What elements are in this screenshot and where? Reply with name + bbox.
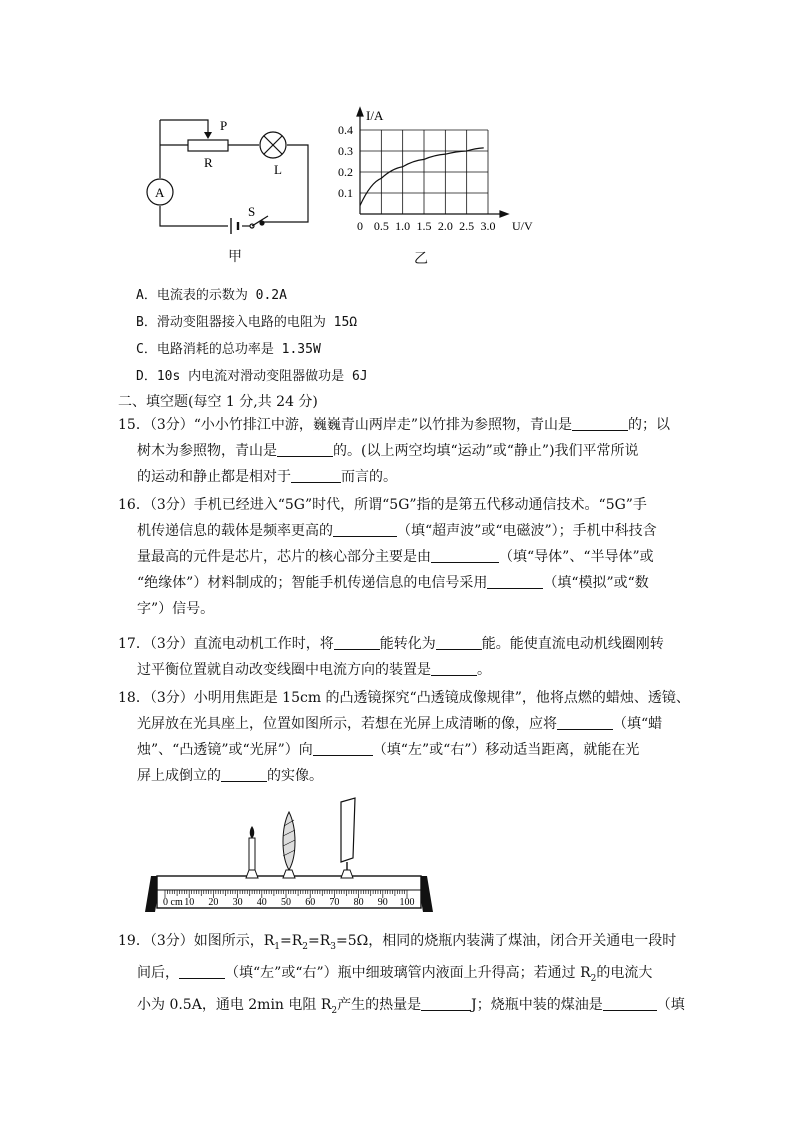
bench-scale-label: 70 — [329, 897, 340, 908]
label-s: S — [248, 204, 256, 219]
label-r: R — [204, 155, 213, 170]
label-p: P — [220, 118, 228, 133]
iu-curve — [360, 148, 484, 206]
option-a: A．电流表的示数为 0.2A — [136, 288, 287, 303]
convex-lens — [283, 812, 295, 878]
x-tick-label: 1.5 — [416, 219, 432, 233]
bench-scale-label: 40 — [256, 897, 267, 908]
bench-scale-label: 10 — [184, 897, 195, 908]
blank-17-3[interactable] — [431, 661, 477, 676]
section-fill-in: 二、填空题(每空 1 分,共 24 分) — [118, 394, 318, 410]
bench-scale-label: 90 — [377, 897, 388, 908]
label-a: A — [155, 185, 165, 200]
y-axis-label: I/A — [366, 108, 384, 123]
y-axis-arrow-icon — [357, 108, 363, 116]
question-19: 19．（3分）如图所示，$R_1=R_2=R_3=5\Omega$，相同的烧瓶内装满了煤油，闭合开关通电一段时 间后， （填“左”或“右”）瓶中细玻璃管内液面上升得高；若通过 $R_2$的电流大 小为 0.5A，通电 2min 电阻 $R_2$产生的热量是 J；烧瓶中装的煤油是 （填 — [118, 933, 685, 1016]
optical-bench — [143, 792, 435, 918]
bench-scale-label: 80 — [353, 897, 364, 908]
question-18: 18．（3分）小明用焦距是 15cm 的凸透镜探究“凸透镜成像规律”，他将点燃的蜡烛、透镜、 光屏放在光具座上，位置如图所示，若想在光屏上成清晰的像，应将 （填“蜡 烛”、“凸透镜”或“光屏”）向 （填“左”或“右”）移动适当距离，就能在光 屏上成倒立的 的实像。 — [118, 690, 690, 784]
blank-16-1[interactable] — [333, 522, 397, 537]
bench-scale-label: 0 cm — [163, 897, 183, 908]
option-d: D．10s 内电流对滑动变阻器做功是 6J — [136, 369, 368, 384]
blank-19-1[interactable] — [179, 964, 225, 979]
option-b: B．滑动变阻器接入电路的电阻为 15Ω — [136, 315, 358, 330]
blank-15-3[interactable] — [291, 468, 341, 483]
x-axis-label: U/V — [512, 219, 533, 233]
bench-scale-label: 20 — [208, 897, 219, 908]
blank-16-2[interactable] — [431, 548, 499, 563]
bench-scale-label: 50 — [281, 897, 291, 908]
bench-scale-label: 60 — [305, 897, 316, 908]
blank-16-3[interactable] — [487, 574, 543, 589]
slider-arrow-icon — [204, 132, 212, 139]
blank-15-2[interactable] — [277, 442, 333, 457]
caption-yi: 乙 — [414, 251, 428, 267]
bench-scale-label: 100 — [399, 897, 415, 908]
blank-18-1[interactable] — [557, 715, 613, 730]
blank-15-1[interactable] — [572, 416, 628, 431]
bench-scale-label: 30 — [232, 897, 243, 908]
iu-graph — [328, 102, 533, 242]
x-tick-label: 0.5 — [373, 219, 389, 233]
x-tick-label: 2.5 — [459, 219, 475, 233]
y-tick-label: 0.4 — [338, 123, 353, 137]
question-17: 17．（3分）直流电动机工作时，将 能转化为 能。能使直流电动机线圈刚转 过平衡位置就自动改变线圈中电流方向的装置是 。 — [118, 636, 664, 678]
y-tick-label: 0.1 — [338, 186, 353, 200]
question-15: 15．（3分）“小小竹排江中游，巍巍青山两岸走”以竹排为参照物，青山是 的；以 树木为参照物，青山是 的。(以上两空均填“运动”或“静止”)我们平常所说 的运动和静止都是相对于 而言的。 — [118, 417, 671, 485]
light-screen — [341, 798, 355, 878]
blank-18-3[interactable] — [221, 767, 267, 782]
y-tick-label: 0.2 — [338, 165, 353, 179]
x-tick-label: 0 — [357, 219, 363, 233]
option-c: C．电路消耗的总功率是 1.35W — [136, 342, 321, 357]
x-tick-label: 3.0 — [480, 219, 496, 233]
y-tick-label: 0.3 — [338, 144, 353, 158]
blank-18-2[interactable] — [313, 741, 373, 756]
blank-17-2[interactable] — [436, 635, 482, 650]
blank-19-2[interactable] — [421, 996, 471, 1011]
blank-19-3[interactable] — [603, 996, 657, 1011]
candle — [246, 826, 258, 878]
x-axis-arrow-icon — [500, 211, 508, 217]
blank-17-1[interactable] — [334, 635, 380, 650]
caption-jia: 甲 — [228, 249, 242, 265]
circuit-diagram — [138, 112, 318, 242]
label-l: L — [274, 162, 282, 177]
x-tick-label: 2.0 — [437, 219, 453, 233]
question-16: 16．（3分）手机已经进入“5G”时代，所谓“5G”指的是第五代移动通信技术。“5G”手 机传递信息的载体是频率更高的 （填“超声波”或“电磁波”）；手机中科技含 量最高的元件是芯片，芯片的核心部分主要是由 （填“导体”、“半导体”或 “绝缘体”）材料制成的；智能手机传递信息的电信号采用 （填“模拟”或“数 字”）信号。 — [118, 497, 657, 617]
x-tick-label: 1.0 — [395, 219, 411, 233]
